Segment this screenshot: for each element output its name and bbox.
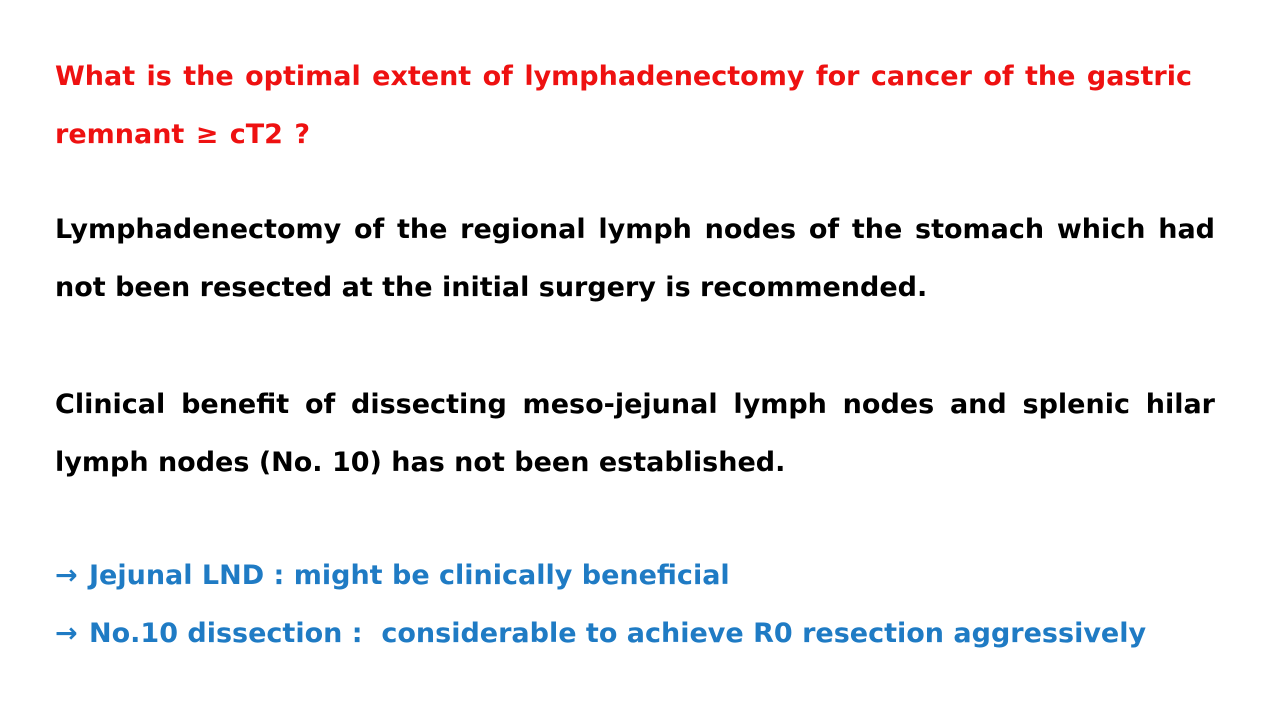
right-arrow-icon: → [55,560,78,591]
bullet-text: No.10 dissection : considerable to achieve R0 resection aggressively [89,618,1147,649]
bullet-item-jejunal [55,547,1235,605]
bullet-item-no10 [55,605,1235,663]
right-arrow-icon: → [55,618,78,649]
clinical-benefit-paragraph: Clinical benefit of dissecting meso-jejunal lymph nodes and splenic hilar lymph nodes (No. 10) has not been established. [55,389,1215,478]
bullet-text: Jejunal LND : might be clinically beneficial [89,560,730,591]
question-heading: What is the optimal extent of lymphadenectomy for cancer of the gastric remnant ≥ cT2 ? [55,61,1192,150]
recommendation-paragraph: Lymphadenectomy of the regional lymph nodes of the stomach which had not been resected at the initial surgery is recommended. [55,214,1215,303]
bullet-list [55,547,1235,663]
